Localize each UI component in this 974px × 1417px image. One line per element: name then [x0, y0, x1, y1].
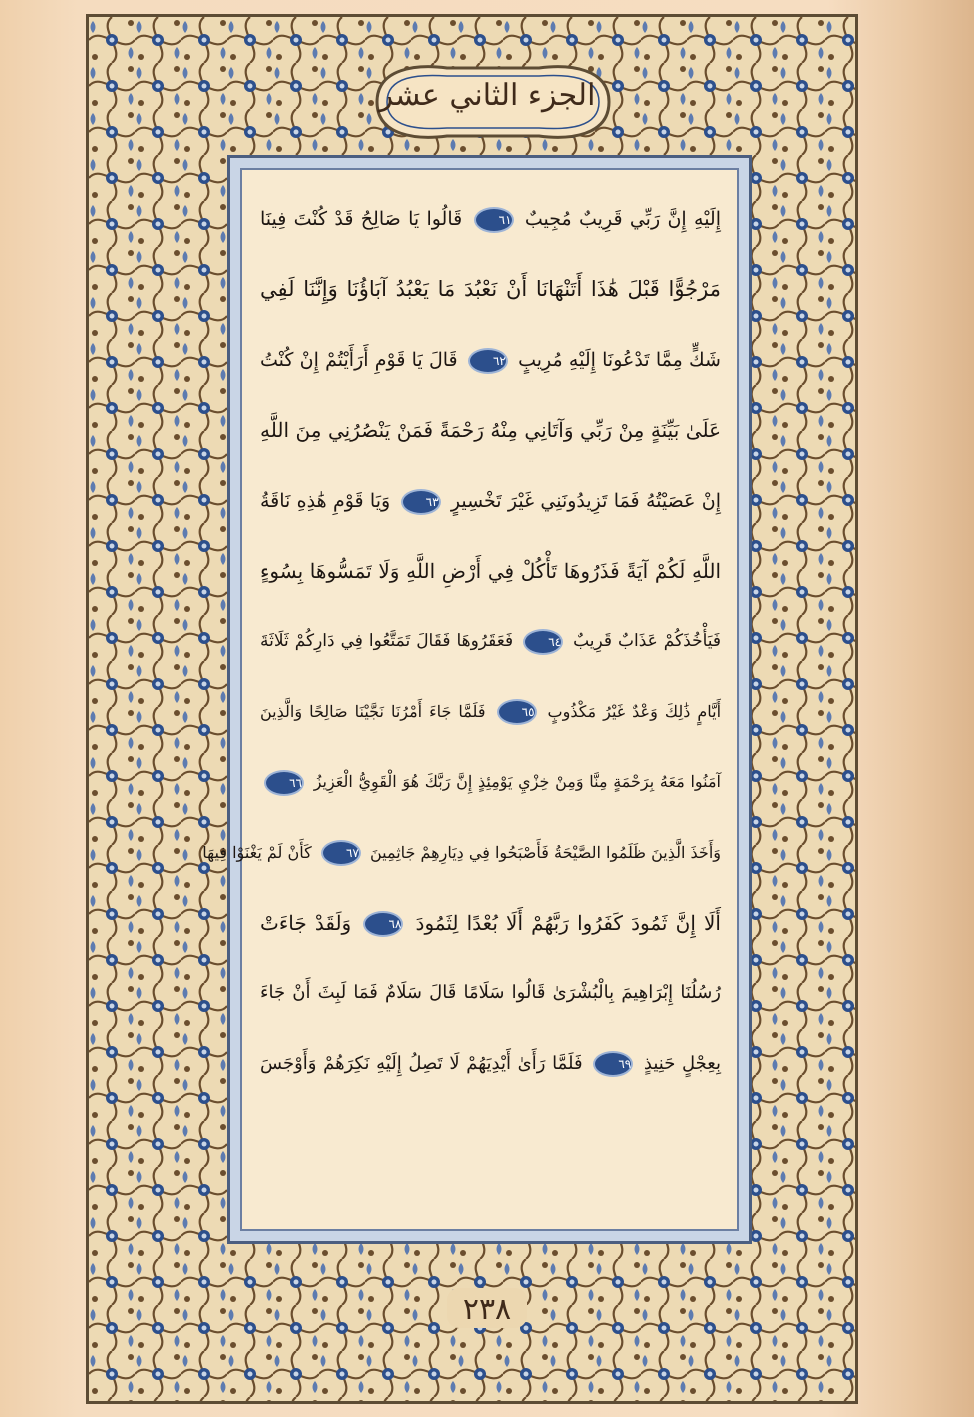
ayah-number-marker: ٦١: [474, 207, 514, 233]
verse-text: وَيَا قَوْمِ هَٰذِهِ نَاقَةُ: [260, 489, 391, 512]
verse-line: [260, 677, 721, 747]
verse-line: [260, 466, 721, 536]
ayah-number-marker: ٦٢: [468, 348, 508, 374]
verse-text: فَيَأْخُذَكُمْ عَذَابٌ قَرِيبٌ: [573, 631, 722, 652]
verse-text: وَلَقَدْ جَاءَتْ: [260, 910, 352, 935]
verse-line: [260, 958, 721, 1028]
verse-text: مَرْجُوًّا قَبْلَ هَٰذَا أَتَنْهَانَا أَنْ نَعْبُدَ مَا يَعْبُدُ آبَاؤُنَا وَإِنَّنَا لَفِي: [260, 277, 721, 302]
verse-line: [202, 818, 721, 888]
verse-text: فَلَمَّا جَاءَ أَمْرُنَا نَجَّيْنَا صَالِحًا وَالَّذِينَ: [260, 701, 486, 721]
verse-text: قَالَ يَا قَوْمِ أَرَأَيْتُمْ إِنْ كُنْتُ: [260, 348, 458, 371]
ayah-number-marker: ٦٣: [401, 489, 441, 515]
juz-title: الجزء الثاني عشر: [378, 78, 596, 113]
verse-line: [260, 606, 721, 676]
verse-text: رُسُلُنَا إِبْرَاهِيمَ بِالْبُشْرَىٰ قَالُوا سَلَامًا قَالَ سَلَامٌ فَمَا لَبِثَ أَنْ جَاءَ: [260, 982, 721, 1004]
verse-line: [260, 888, 721, 958]
verse-line: [260, 254, 721, 324]
ayah-number-marker: ٦٦: [264, 770, 304, 796]
verse-text: إِنْ عَصَيْتُهُ فَمَا تَزِيدُونَنِي غَيْرَ تَخْسِيرٍ: [450, 489, 721, 512]
verse-line: [260, 325, 721, 395]
verse-line: [260, 747, 721, 817]
verse-text: بِعِجْلٍ حَنِيذٍ: [643, 1052, 721, 1074]
verse-lines: [202, 184, 722, 1099]
verse-line: [260, 536, 721, 606]
ayah-number-marker: ٦٩: [593, 1051, 633, 1077]
verse-text: فَلَمَّا رَأَىٰ أَيْدِيَهُمْ لَا تَصِلُ إِلَيْهِ نَكِرَهُمْ وَأَوْجَسَ: [260, 1052, 583, 1074]
verse-text: فَعَقَرُوهَا فَقَالَ تَمَتَّعُوا فِي دَارِكُمْ ثَلَاثَةَ: [260, 631, 514, 652]
page-number: ٢٣٨: [462, 1292, 512, 1327]
ayah-number-marker: ٦٥: [497, 699, 537, 725]
text-panel: [202, 168, 739, 1231]
verse-text: آمَنُوا مَعَهُ بِرَحْمَةٍ مِنَّا وَمِنْ خِزْيِ يَوْمِئِذٍ إِنَّ رَبَّكَ هُوَ الْقَوِيُّ الْعَزِيزُ: [313, 772, 721, 792]
verse-text: عَلَىٰ بَيِّنَةٍ مِنْ رَبِّي وَآتَانِي مِنْهُ رَحْمَةً فَمَنْ يَنْصُرُنِي مِنَ اللَّهِ: [260, 418, 721, 443]
verse-text: شَكٍّ مِمَّا تَدْعُونَا إِلَيْهِ مُرِيبٍ: [518, 348, 721, 371]
verse-text: وَأَخَذَ الَّذِينَ ظَلَمُوا الصَّيْحَةُ فَأَصْبَحُوا فِي دِيَارِهِمْ جَاثِمِينَ: [369, 842, 721, 862]
verse-text: أَلَا إِنَّ ثَمُودَ كَفَرُوا رَبَّهُمْ أَلَا بُعْدًا لِثَمُودَ: [415, 910, 721, 935]
verse-text: اللَّهِ لَكُمْ آيَةً فَذَرُوهَا تَأْكُلْ فِي أَرْضِ اللَّهِ وَلَا تَمَسُّوهَا بِسُوءٍ: [260, 558, 721, 583]
ayah-number-marker: ٦٤: [523, 629, 563, 655]
verse-text: أَيَّامٍ ذَٰلِكَ وَعْدٌ غَيْرُ مَكْذُوبٍ: [547, 701, 722, 721]
verse-text: قَالُوا يَا صَالِحُ قَدْ كُنْتَ فِينَا: [260, 208, 463, 230]
verse-line: [260, 395, 721, 465]
verse-line: [260, 184, 721, 254]
verse-text: كَأَنْ لَمْ يَغْنَوْا فِيهَا: [202, 842, 312, 862]
verse-text: إِلَيْهِ إِنَّ رَبِّي قَرِيبٌ مُجِيبٌ: [524, 208, 721, 230]
ayah-number-marker: ٦٧: [321, 840, 361, 866]
verse-line: [260, 1029, 721, 1099]
ayah-number-marker: ٦٨: [363, 911, 403, 937]
